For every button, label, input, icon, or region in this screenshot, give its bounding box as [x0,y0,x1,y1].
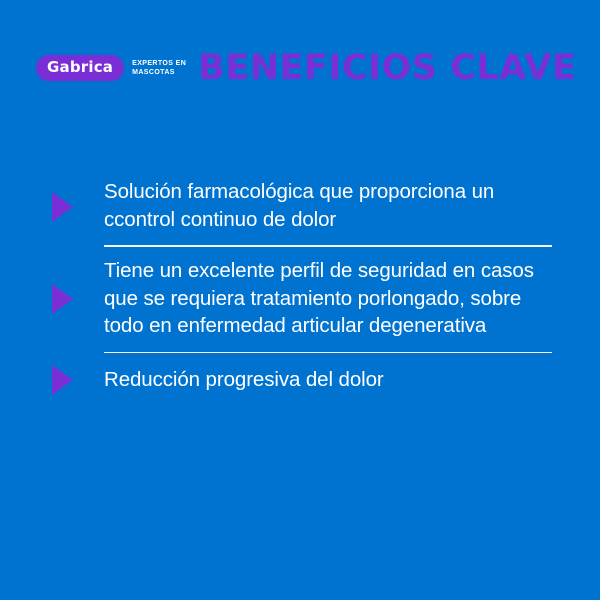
arrow-right-icon [52,282,104,314]
benefit-text: Tiene un excelente perfil de seguridad en casos que se requiera tratamiento porlongado, sobre todo en enfermedad articular degenerativa [104,258,534,338]
divider [104,352,552,354]
header [36,42,577,94]
brand-tagline: EXPERTOS EN MASCOTAS [132,59,187,76]
benefits-list [52,168,554,407]
arrow-right-icon [52,363,104,395]
arrow-right-icon [52,190,104,222]
list-item [52,168,554,245]
list-item [52,353,554,407]
page-title: BENEFICIOS CLAVE [198,47,577,88]
benefit-text: Reducción progresiva del dolor [104,367,384,391]
divider [104,245,552,247]
benefit-text: Solución farmacológica que proporciona un ccontrol continuo de dolor [104,180,495,231]
brand-logo [36,55,194,81]
list-item [52,247,554,352]
brand-name: Gabrica [36,55,124,81]
